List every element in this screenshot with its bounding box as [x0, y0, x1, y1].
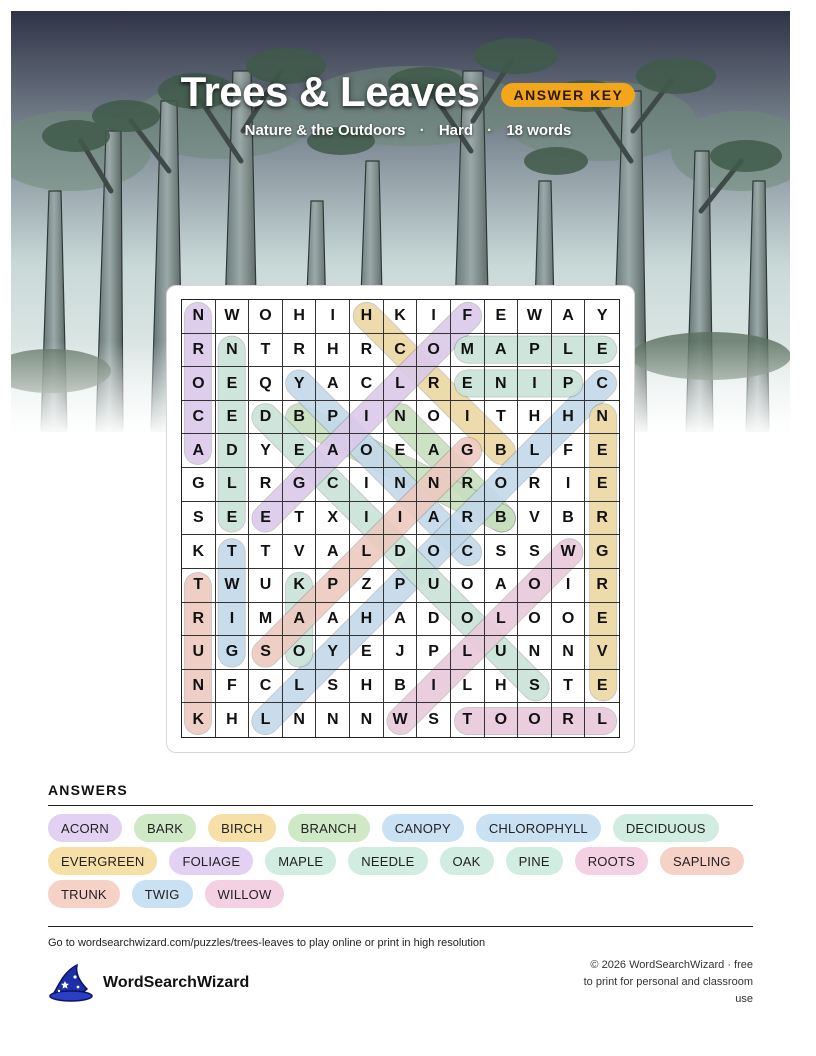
grid-cell: N	[182, 670, 216, 704]
grid-cell: L	[552, 334, 586, 368]
grid-cell: N	[384, 401, 418, 435]
grid-cell: R	[552, 703, 586, 737]
grid-cell: Y	[585, 300, 619, 334]
grid-cell: I	[552, 569, 586, 603]
grid-cell: G	[216, 636, 250, 670]
grid-cell: H	[283, 300, 317, 334]
grid-cell: O	[485, 703, 519, 737]
grid-cell: V	[518, 502, 552, 536]
separator: ·	[487, 122, 493, 139]
grid-cell: Y	[283, 367, 317, 401]
grid-cell: B	[384, 670, 418, 704]
grid-cell: B	[283, 401, 317, 435]
grid-cell: P	[384, 569, 418, 603]
grid-cell: C	[384, 334, 418, 368]
grid-cell: Y	[316, 636, 350, 670]
grid-cell: S	[182, 502, 216, 536]
grid-cell: A	[384, 603, 418, 637]
grid-cell: H	[350, 300, 384, 334]
grid-cell: H	[316, 334, 350, 368]
answer-chip: ACORN	[48, 814, 122, 842]
grid-cell: R	[283, 334, 317, 368]
grid-cell: C	[585, 367, 619, 401]
grid-cell: E	[249, 502, 283, 536]
answer-chip: ROOTS	[575, 847, 648, 875]
grid-cell: A	[485, 334, 519, 368]
answers-list	[48, 814, 753, 908]
grid-cell: B	[485, 434, 519, 468]
grid-cell: K	[182, 703, 216, 737]
grid-cell: H	[350, 670, 384, 704]
grid-cell: A	[485, 569, 519, 603]
grid-cell: D	[249, 401, 283, 435]
grid-cell: U	[417, 569, 451, 603]
grid-cell: H	[518, 401, 552, 435]
grid-cell: N	[552, 636, 586, 670]
grid-cell: T	[249, 334, 283, 368]
grid-cell: M	[451, 334, 485, 368]
grid-cell: A	[316, 367, 350, 401]
page-title: Trees & Leaves	[180, 68, 480, 115]
grid-cell: I	[518, 367, 552, 401]
grid-cell: F	[216, 670, 250, 704]
grid-cell: O	[417, 535, 451, 569]
grid-cell: G	[451, 434, 485, 468]
grid-cell: O	[485, 468, 519, 502]
grid-cell: E	[451, 367, 485, 401]
word-search-grid	[181, 299, 620, 738]
grid-cell: S	[249, 636, 283, 670]
brand-name: WordSearchWizard	[103, 974, 250, 991]
grid-cell: O	[518, 603, 552, 637]
grid-cell: N	[384, 468, 418, 502]
grid-cell: W	[518, 300, 552, 334]
grid-cell: N	[417, 468, 451, 502]
grid-cell: G	[182, 468, 216, 502]
grid-cell: I	[350, 502, 384, 536]
grid-cell: A	[182, 434, 216, 468]
grid-cell: S	[417, 703, 451, 737]
answer-chip: MAPLE	[265, 847, 336, 875]
grid-cell: R	[417, 367, 451, 401]
grid-cell: S	[518, 670, 552, 704]
grid-cell: T	[552, 670, 586, 704]
answer-chip: NEEDLE	[348, 847, 427, 875]
grid-cell: E	[585, 468, 619, 502]
answer-chip: DECIDUOUS	[613, 814, 719, 842]
answers-title: ANSWERS	[48, 782, 128, 798]
grid-cell: E	[585, 603, 619, 637]
grid-cell: U	[485, 636, 519, 670]
grid-cell: J	[384, 636, 418, 670]
grid-cell: W	[384, 703, 418, 737]
grid-cell: B	[485, 502, 519, 536]
grid-cell: W	[216, 300, 250, 334]
grid-cell: L	[485, 603, 519, 637]
grid-cell: K	[283, 569, 317, 603]
grid-cell: U	[182, 636, 216, 670]
grid-cell: C	[451, 535, 485, 569]
grid-cell: L	[283, 670, 317, 704]
grid-cell: L	[518, 434, 552, 468]
grid-cell: T	[182, 569, 216, 603]
grid-cell: I	[451, 401, 485, 435]
grid-cell: N	[518, 636, 552, 670]
grid-cell: H	[485, 670, 519, 704]
grid-cell: I	[417, 300, 451, 334]
wizard-hat-icon	[47, 963, 93, 1003]
brand-logo	[47, 963, 249, 1003]
grid-cell: K	[182, 535, 216, 569]
answer-chip: OAK	[440, 847, 494, 875]
grid-cell: I	[216, 603, 250, 637]
grid-cell: A	[552, 300, 586, 334]
grid-cell: U	[249, 569, 283, 603]
grid-cell: P	[518, 334, 552, 368]
grid-cell: I	[316, 300, 350, 334]
grid-cell: P	[552, 367, 586, 401]
grid-cell: O	[417, 401, 451, 435]
grid-cell: C	[249, 670, 283, 704]
grid-cell: N	[283, 703, 317, 737]
grid-cell: X	[316, 502, 350, 536]
answer-chip: BARK	[134, 814, 196, 842]
grid-cell: D	[417, 603, 451, 637]
grid-cell: P	[316, 401, 350, 435]
grid-cell: T	[451, 703, 485, 737]
grid-cell: R	[585, 502, 619, 536]
grid-cell: L	[384, 367, 418, 401]
grid-cell: N	[316, 703, 350, 737]
grid-cell: I	[552, 468, 586, 502]
grid-cell: R	[451, 502, 485, 536]
grid-cell: I	[384, 502, 418, 536]
grid-cell: S	[485, 535, 519, 569]
grid-cell: T	[216, 535, 250, 569]
grid-cell: D	[384, 535, 418, 569]
grid-cell: I	[417, 670, 451, 704]
answer-chip: WILLOW	[205, 880, 285, 908]
grid-cell: E	[216, 401, 250, 435]
difficulty-label: Hard	[438, 122, 473, 139]
grid-cell: A	[417, 434, 451, 468]
grid-cell: S	[518, 535, 552, 569]
grid-cell: L	[249, 703, 283, 737]
grid-cell: A	[316, 535, 350, 569]
grid-cell: Z	[350, 569, 384, 603]
category-label: Nature & the Outdoors	[244, 122, 406, 139]
grid-cell: O	[182, 367, 216, 401]
grid-cell: O	[518, 569, 552, 603]
grid-cell: A	[316, 434, 350, 468]
grid-cell: I	[350, 401, 384, 435]
grid-cell: G	[585, 535, 619, 569]
answers-divider	[48, 805, 753, 806]
grid-cell: T	[485, 401, 519, 435]
grid-cell: Y	[249, 434, 283, 468]
answer-chip: EVERGREEN	[48, 847, 157, 875]
grid-cell: O	[552, 603, 586, 637]
grid-cell: L	[216, 468, 250, 502]
grid-cell: W	[216, 569, 250, 603]
title-row	[0, 68, 816, 116]
answer-chip: BRANCH	[288, 814, 370, 842]
grid-cell: V	[585, 636, 619, 670]
grid-cell: O	[518, 703, 552, 737]
answer-chip: CANOPY	[382, 814, 464, 842]
grid-cell: R	[182, 334, 216, 368]
grid-cell: A	[283, 603, 317, 637]
grid-cell: C	[350, 367, 384, 401]
puzzle-meta	[0, 122, 816, 139]
grid-cell: N	[216, 334, 250, 368]
grid-cell: W	[552, 535, 586, 569]
grid-cell: R	[518, 468, 552, 502]
answer-chip: BIRCH	[208, 814, 275, 842]
grid-cell: I	[350, 468, 384, 502]
grid-cell: N	[485, 367, 519, 401]
answer-chip: TRUNK	[48, 880, 120, 908]
grid-cell: E	[585, 670, 619, 704]
word-count-label: 18 words	[506, 122, 572, 139]
grid-cell: E	[485, 300, 519, 334]
grid-cell: A	[316, 603, 350, 637]
grid-cell: C	[316, 468, 350, 502]
grid-cell: L	[451, 670, 485, 704]
grid-cell: E	[216, 502, 250, 536]
grid-cell: E	[283, 434, 317, 468]
separator: ·	[419, 122, 425, 139]
grid-cell: D	[216, 434, 250, 468]
grid-cell: O	[350, 434, 384, 468]
grid-cell: N	[182, 300, 216, 334]
answer-chip: SAPLING	[660, 847, 744, 875]
grid-cell: V	[283, 535, 317, 569]
grid-cell: F	[451, 300, 485, 334]
grid-cell: M	[249, 603, 283, 637]
answer-chip: FOLIAGE	[169, 847, 253, 875]
grid-cell: R	[585, 569, 619, 603]
grid-cell: R	[182, 603, 216, 637]
grid-cell: O	[417, 334, 451, 368]
grid-cell: R	[249, 468, 283, 502]
grid-cell: L	[451, 636, 485, 670]
answer-chip: CHLOROPHYLL	[476, 814, 601, 842]
grid-cell: H	[552, 401, 586, 435]
play-online-text: Go to wordsearchwizard.com/puzzles/trees-leaves to play online or print in high resolution	[48, 937, 486, 949]
grid-cell: T	[249, 535, 283, 569]
grid-cell: O	[451, 569, 485, 603]
grid-cell: A	[417, 502, 451, 536]
grid-cell: F	[552, 434, 586, 468]
answer-chip: PINE	[506, 847, 563, 875]
grid-cell: R	[451, 468, 485, 502]
grid-cell: P	[417, 636, 451, 670]
grid-cell: E	[585, 334, 619, 368]
grid-cell: C	[182, 401, 216, 435]
grid-cell: E	[350, 636, 384, 670]
footer-divider	[48, 926, 753, 927]
answer-chip: TWIG	[132, 880, 193, 908]
grid-cell: H	[350, 603, 384, 637]
letter-grid	[181, 299, 620, 738]
grid-cell: O	[249, 300, 283, 334]
grid-cell: L	[350, 535, 384, 569]
grid-cell: R	[350, 334, 384, 368]
grid-cell: G	[283, 468, 317, 502]
copyright-text: © 2026 WordSearchWizard · free to print for personal and classroom use	[583, 959, 753, 1005]
grid-cell: E	[216, 367, 250, 401]
grid-cell: E	[384, 434, 418, 468]
grid-cell: H	[216, 703, 250, 737]
grid-cell: Q	[249, 367, 283, 401]
grid-cell: N	[585, 401, 619, 435]
answer-key-badge: ANSWER KEY	[501, 83, 635, 107]
grid-cell: E	[585, 434, 619, 468]
grid-cell: O	[283, 636, 317, 670]
grid-cell: S	[316, 670, 350, 704]
grid-cell: L	[597, 711, 608, 729]
grid-cell: T	[283, 502, 317, 536]
grid-cell: B	[552, 502, 586, 536]
grid-cell: K	[384, 300, 418, 334]
grid-cell: P	[316, 569, 350, 603]
grid-cell: O	[451, 603, 485, 637]
grid-cell: N	[350, 703, 384, 737]
